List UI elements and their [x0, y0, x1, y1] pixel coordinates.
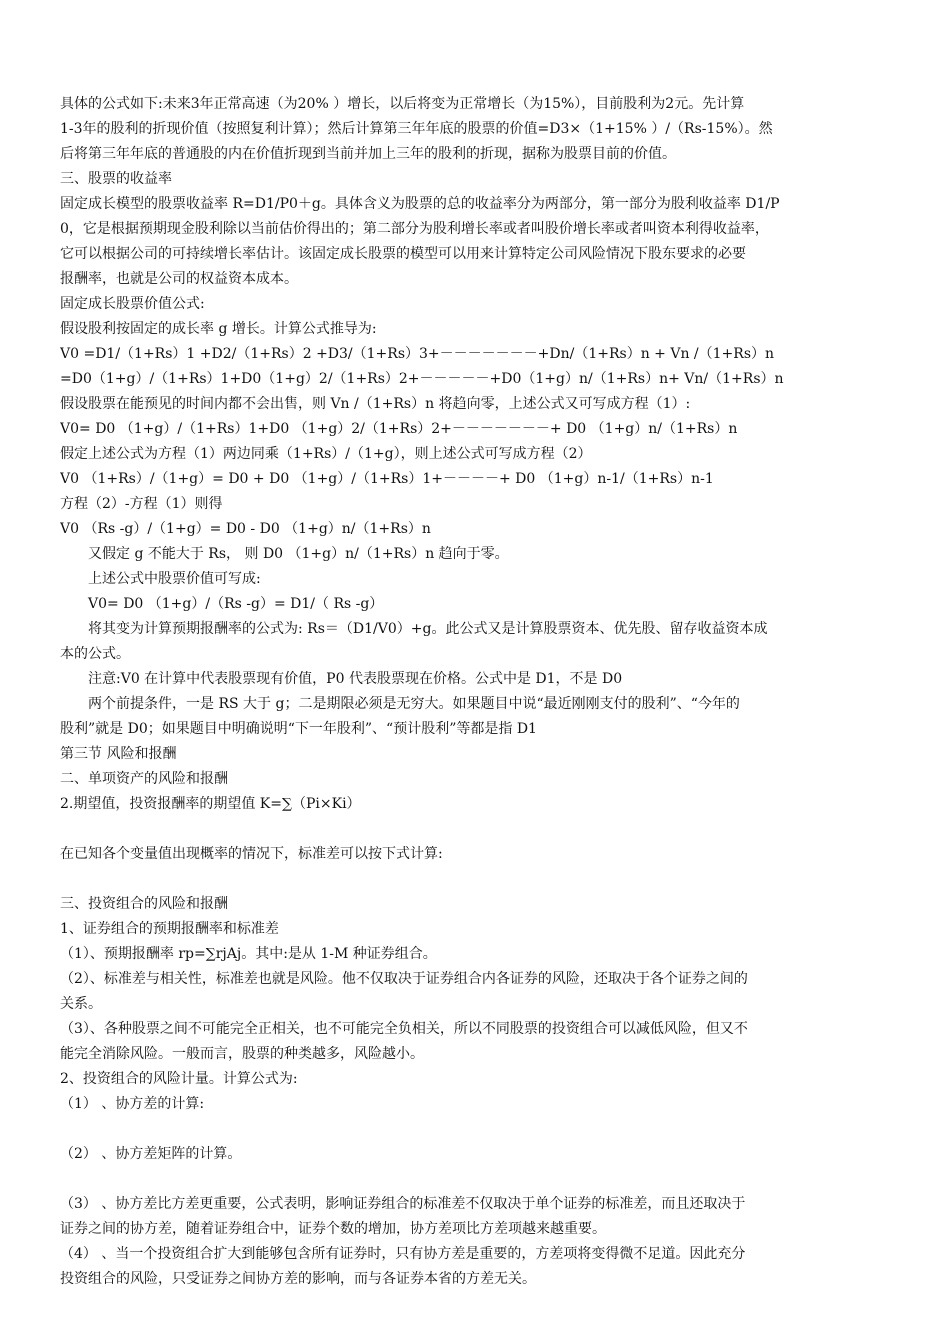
section-heading: 二、单项资产的风险和报酬 [60, 771, 228, 787]
text-line: （3）、各种股票之间不可能完全正相关，也不可能完全负相关，所以不同股票的投资组合可以减低风险，但又不 [60, 1021, 748, 1037]
text-line: （3） 、协方差比方差更重要，公式表明，影响证券组合的标准差不仅取决于单个证券的标准差，而且还取决于 [60, 1196, 746, 1212]
blank-line [60, 1167, 900, 1192]
text-line: 本的公式。 [60, 646, 130, 662]
text-line: （2）、标准差与相关性，标准差也就是风险。他不仅取决于证券组合内各证券的风险，还取决于各个证券之间的 [60, 971, 748, 987]
formula-line: V0 =D1/（1+Rs）1 +D2/（1+Rs）2 +D3/（1+Rs）3+－－－－－－－+Dn/（1+Rs）n + Vn /（1+Rs）n [60, 346, 775, 362]
section-heading: 三、股票的收益率 [60, 171, 172, 187]
blank-line [60, 867, 900, 892]
formula-line: V0= D0 （1+g）/（Rs -g）= D1/（ Rs -g） [88, 596, 384, 612]
text-line: 上述公式中股票价值可写成: [88, 571, 261, 587]
text-line: 假设股利按固定的成长率 g 增长。计算公式推导为: [60, 321, 377, 337]
text-line: 又假定 g 不能大于 Rs， 则 D0 （1+g）n/（1+Rs）n 趋向于零。 [88, 546, 509, 562]
text-line: 股利”就是 D0；如果题目中明确说明“下一年股利”、“预计股利”等都是指 D1 [60, 721, 537, 737]
text-line: 1-3年的股利的折现价值（按照复利计算）；然后计算第三年年底的股票的价值=D3×（1+15% ）/（Rs-15%）。然 [60, 121, 773, 137]
formula-line: V0 （Rs -g）/（1+g）= D0 - D0 （1+g）n/（1+Rs）n [60, 521, 431, 537]
text-line: 固定成长模型的股票收益率 R=D1/P0＋g。具体含义为股票的总的收益率分为两部分，第一部分为股利收益率 D1/P [60, 196, 780, 212]
text-line: 2.期望值，投资报酬率的期望值 K=∑（Pi×Ki） [60, 796, 361, 812]
formula-line: =D0（1+g）/（1+Rs）1+D0（1+g）2/（1+Rs）2+－－－－－+D0（1+g）n/（1+Rs）n+ Vn/（1+Rs）n [60, 371, 784, 387]
document-page [60, 92, 900, 1292]
blank-line [60, 1117, 900, 1142]
text-line: 关系。 [60, 996, 102, 1012]
text-line: 证券之间的协方差，随着证券组合中，证券个数的增加，协方差项比方差项越来越重要。 [60, 1221, 606, 1237]
text-line: 报酬率，也就是公司的权益资本成本。 [60, 271, 298, 287]
text-line: 能完全消除风险。一般而言，股票的种类越多，风险越小。 [60, 1046, 424, 1062]
text-line: 后将第三年年底的普通股的内在价值折现到当前并加上三年的股利的折现，据称为股票目前的价值。 [60, 146, 676, 162]
text-line: 投资组合的风险，只受证券之间协方差的影响，而与各证券本省的方差无关。 [60, 1271, 536, 1287]
formula-line: V0= D0 （1+g）/（1+Rs）1+D0 （1+g）2/（1+Rs）2+－－－－－－－+ D0 （1+g）n/（1+Rs）n [60, 421, 738, 437]
section-heading: 三、投资组合的风险和报酬 [60, 896, 228, 912]
text-line: （2） 、协方差矩阵的计算。 [60, 1146, 242, 1162]
text-line: 假设股票在能预见的时间内都不会出售，则 Vn /（1+Rs）n 将趋向零，上述公式又可写成方程（1）: [60, 396, 691, 412]
text-line: 2、投资组合的风险计量。计算公式为: [60, 1071, 298, 1087]
note-line: 注意:V0 在计算中代表股票现有价值，P0 代表股票现在价格。公式中是 D1，不是 D0 [88, 671, 623, 687]
text-line: （1）、预期报酬率 rp=∑rjAj。其中:是从 1-M 种证券组合。 [60, 946, 437, 962]
text-line: 它可以根据公司的可持续增长率估计。该固定成长股票的模型可以用来计算特定公司风险情况下股东要求的必要 [60, 246, 746, 262]
formula-line: V0 （1+Rs）/（1+g）= D0 + D0 （1+g）/（1+Rs）1+－－－－+ D0 （1+g）n-1/（1+Rs）n-1 [60, 471, 714, 487]
text-line: （4） 、当一个投资组合扩大到能够包含所有证券时，只有协方差是重要的，方差项将变得微不足道。因此充分 [60, 1246, 746, 1262]
text-line: 将其变为计算预期报酬率的公式为: Rs＝（D1/V0）+g。此公式又是计算股票资本、优先股、留存收益资本成 [88, 621, 768, 637]
text-line: 假定上述公式为方程（1）两边同乘（1+Rs）/（1+g），则上述公式可写成方程（2） [60, 446, 592, 462]
text-line: 固定成长股票价值公式: [60, 296, 205, 312]
text-line: 具体的公式如下:未来3年正常高速（为20% ）增长，以后将变为正常增长（为15%），目前股利为2元。先计算 [60, 96, 745, 112]
text-line: 在已知各个变量值出现概率的情况下，标准差可以按下式计算: [60, 846, 443, 862]
text-line: （1） 、协方差的计算: [60, 1096, 205, 1112]
text-line: 1、证券组合的预期报酬率和标准差 [60, 921, 279, 937]
text-line: 0，它是根据预期现金股利除以当前估价得出的；第二部分为股利增长率或者叫股价增长率或者叫资本利得收益率， [60, 221, 769, 237]
blank-line [60, 817, 900, 842]
text-line: 方程（2）-方程（1）则得 [60, 496, 223, 512]
text-line: 两个前提条件，一是 RS 大于 g；二是期限必须是无穷大。如果题目中说“最近刚刚支付的股利”、“今年的 [88, 696, 740, 712]
section-heading: 第三节 风险和报酬 [60, 746, 177, 762]
